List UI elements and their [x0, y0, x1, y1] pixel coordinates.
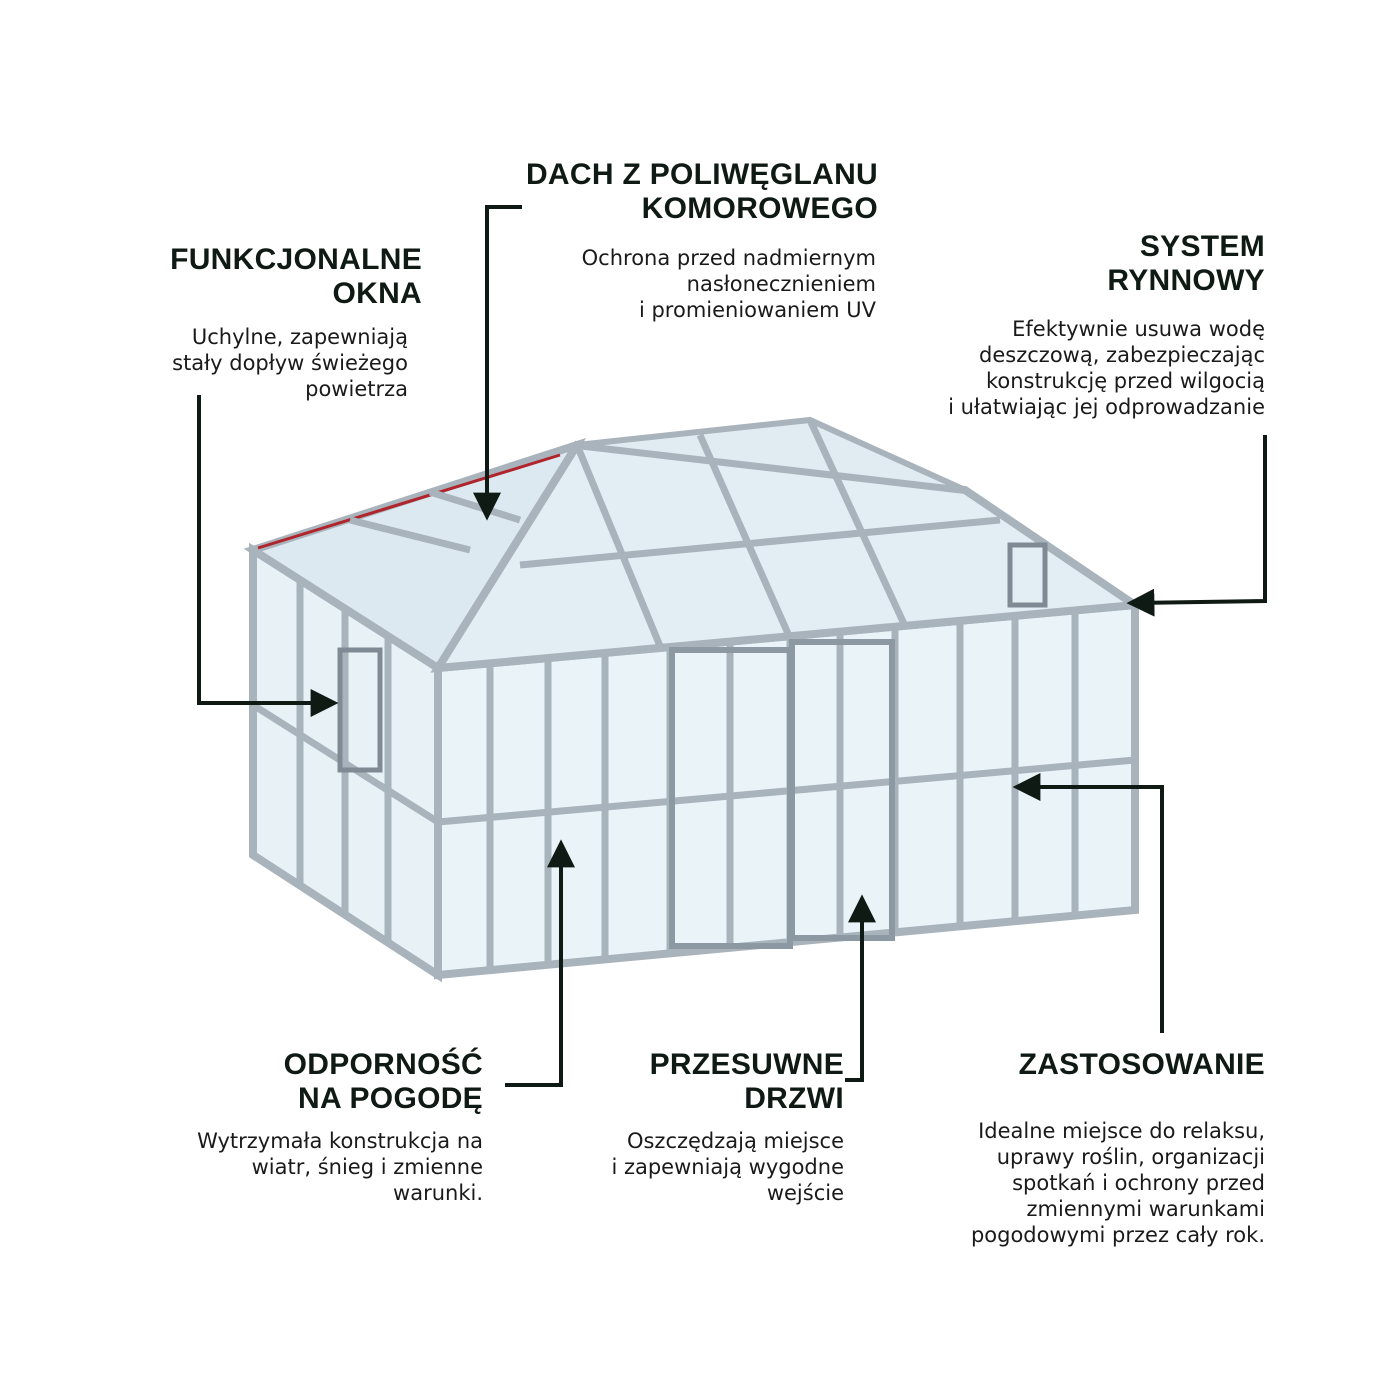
usage-description: Idealne miejsce do relaksu, uprawy roślin, organizacji spotkań i ochrony przed zmiennymi warunkami pogodowymi przez cały rok. — [970, 1119, 1265, 1247]
windows-title: FUNKCJONALNE OKNA — [170, 243, 422, 310]
greenhouse-illustration — [253, 420, 1135, 975]
doors-description: Oszczędzają miejsce i zapewniają wygodne wejście — [611, 1129, 844, 1205]
weather-description: Wytrzymała konstrukcja na wiatr, śnieg i zmienne warunki. — [197, 1129, 483, 1205]
roof-description: Ochrona przed nadmiernym nasłonecznieniem i promieniowaniem UV — [581, 246, 876, 322]
gutter-description: Efektywnie usuwa wodę deszczową, zabezpieczając konstrukcję przed wilgocią i ułatwiając jej odprowadzanie — [948, 317, 1265, 419]
windows-description: Uchylne, zapewniają stały dopływ świeżego powietrza — [172, 325, 408, 401]
usage-title: ZASTOSOWANIE — [1018, 1048, 1265, 1081]
callout-line-gutter — [1132, 435, 1265, 603]
roof-title: DACH Z POLIWĘGLANU KOMOROWEGO — [525, 158, 878, 225]
doors-title: PRZESUWNE DRZWI — [649, 1048, 844, 1115]
gutter-title: SYSTEM RYNNOWY — [1107, 230, 1265, 297]
weather-title: ODPORNOŚĆ NA POGODĘ — [283, 1048, 483, 1115]
